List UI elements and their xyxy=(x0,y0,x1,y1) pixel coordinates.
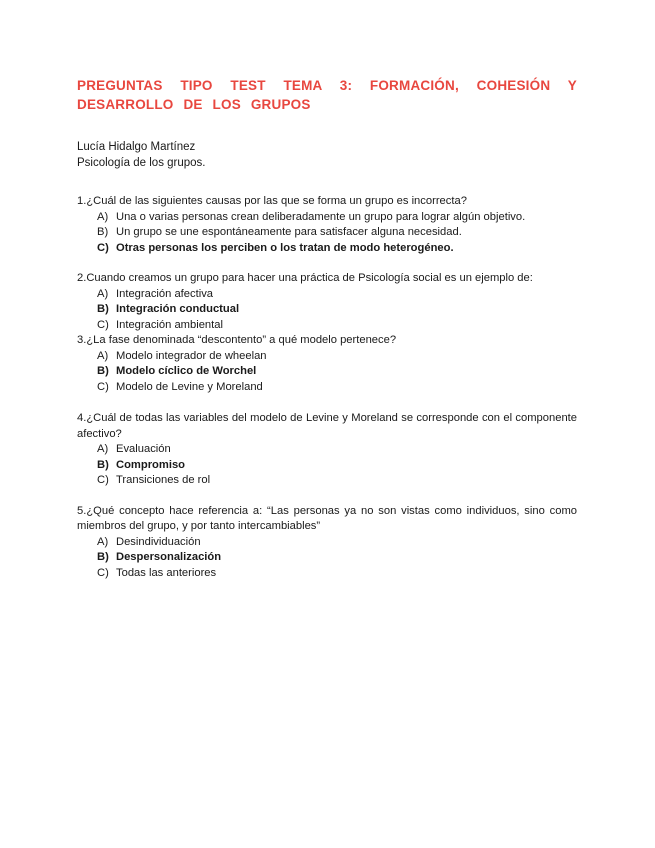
option-letter: C) xyxy=(97,566,109,579)
option-letter: B) xyxy=(97,365,109,377)
options-list xyxy=(77,349,577,396)
option-letter: B) xyxy=(97,551,109,563)
option-text: Una o varias personas crean deliberadamente un grupo para lograr algún objetivo. xyxy=(116,210,526,223)
option-text: Despersonalización xyxy=(116,551,222,563)
option-text: Integración afectiva xyxy=(116,287,214,300)
option-text: Todas las anteriores xyxy=(116,566,217,579)
option-letter: A) xyxy=(97,535,109,548)
option-b-correct xyxy=(97,364,577,380)
question-text: 4.¿Cuál de todas las variables del modelo de Levine y Moreland se corresponde con el componente afectivo? xyxy=(77,412,577,440)
option-a xyxy=(97,442,577,458)
option-text: Un grupo se une espontáneamente para satisfacer alguna necesidad. xyxy=(116,226,462,238)
title-line-2: DESARROLLO DE LOS GRUPOS xyxy=(77,97,311,112)
question-1 xyxy=(77,194,577,256)
option-letter: C) xyxy=(97,474,109,486)
option-letter: C) xyxy=(97,318,109,331)
options-list xyxy=(77,442,577,489)
question-text: 5.¿Qué concepto hace referencia a: “Las personas ya no son vistas como individuos, sino como miembros del grupo, y por tanto intercambiables” xyxy=(77,504,577,532)
option-text: Integración ambiental xyxy=(116,318,223,331)
question-text: 3.¿La fase denominada “descontento” a qué modelo pertenece? xyxy=(77,334,397,346)
option-text: Otras personas los perciben o los tratan de modo heterogéneo. xyxy=(116,241,454,254)
options-list xyxy=(77,287,577,334)
option-letter: B) xyxy=(97,303,109,315)
question-2 xyxy=(77,271,577,333)
option-text: Desindividuación xyxy=(116,535,201,548)
question-3 xyxy=(77,333,577,395)
option-text: Modelo de Levine y Moreland xyxy=(116,380,263,393)
option-text: Modelo cíclico de Worchel xyxy=(116,365,257,377)
option-a xyxy=(97,349,577,365)
option-b-correct xyxy=(97,458,577,474)
option-letter: A) xyxy=(97,287,109,300)
option-b-correct xyxy=(97,550,577,566)
document-title xyxy=(77,76,577,114)
option-text: Evaluación xyxy=(116,443,171,455)
option-a xyxy=(97,535,577,551)
option-letter: A) xyxy=(97,349,109,362)
option-letter: C) xyxy=(97,380,109,393)
option-c xyxy=(97,566,577,582)
option-c xyxy=(97,380,577,396)
question-5 xyxy=(77,504,577,582)
option-letter: B) xyxy=(97,458,109,471)
option-b-correct xyxy=(97,302,577,318)
option-c xyxy=(97,473,577,489)
option-text: Compromiso xyxy=(116,458,185,471)
option-text: Transiciones de rol xyxy=(116,474,211,486)
question-text: 1.¿Cuál de las siguientes causas por las que se forma un grupo es incorrecta? xyxy=(77,195,467,207)
option-c xyxy=(97,318,577,334)
option-text: Modelo integrador de wheelan xyxy=(116,349,267,362)
author-name: Lucía Hidalgo Martínez xyxy=(77,141,196,153)
option-b xyxy=(97,225,577,241)
option-letter: A) xyxy=(97,443,109,455)
option-a xyxy=(97,210,577,226)
question-text: 2.Cuando creamos un grupo para hacer una práctica de Psicología social es un ejemplo de: xyxy=(77,272,533,284)
document-page xyxy=(77,76,577,581)
option-c-correct xyxy=(97,241,577,257)
options-list xyxy=(77,535,577,582)
option-letter: C) xyxy=(97,241,109,254)
subject-name: Psicología de los grupos. xyxy=(77,156,206,169)
author-block xyxy=(77,140,577,171)
option-letter: A) xyxy=(97,210,109,223)
options-list xyxy=(77,210,577,257)
title-line-1: PREGUNTAS TIPO TEST TEMA 3: FORMACIÓN, COHESIÓN Y xyxy=(77,78,577,93)
option-letter: B) xyxy=(97,226,109,238)
option-text: Integración conductual xyxy=(116,303,240,315)
question-4 xyxy=(77,411,577,489)
option-a xyxy=(97,287,577,303)
